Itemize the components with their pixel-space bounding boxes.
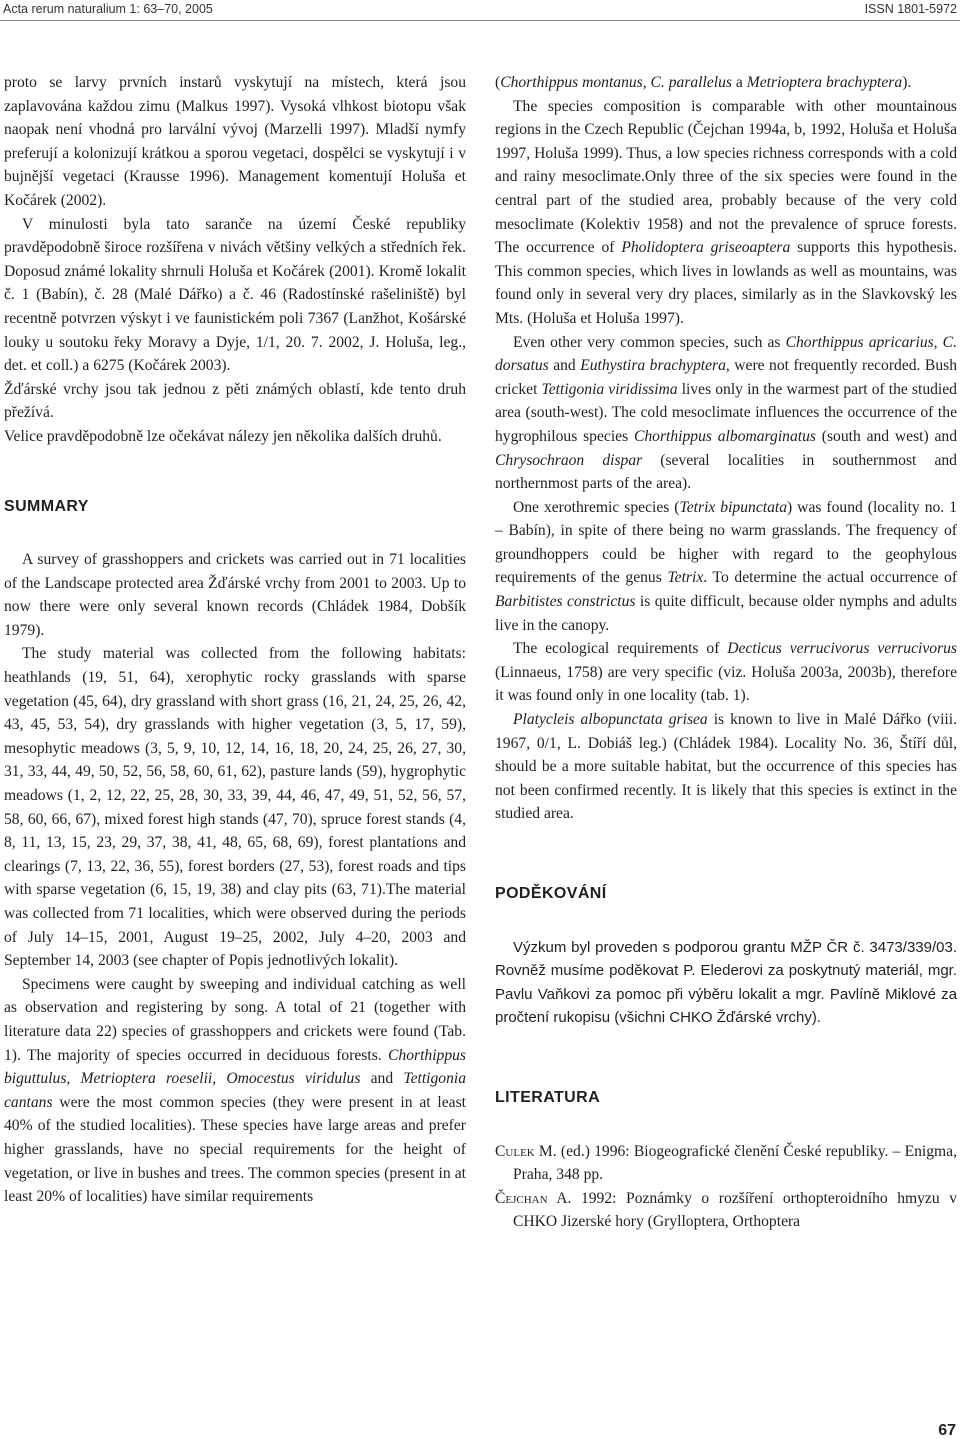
- species-name: Chorthippus biguttulus, Metrioptera roeselii, Omocestus viridulus: [4, 1046, 466, 1088]
- paragraph: V minulosti byla tato saranče na území České republiky pravděpodobně široce rozšířena v nivách většiny velkých a středních řek. Doposud známé lokality shrnuli Holuša et Kočárek (2001). Kromě lokalit č. 1 (Babín), č. 28 (Malé Dářko) a č. 46 (Radostínské rašeliniště) byl recentně potvrzen výskyt i ve faunistickém poli 7367 (Lanžhot, Košárské louky u soutoku řeky Moravy a Dyje, 1/1, 20. 7. 2002, J. Holuša, leg., det. et coll.) a 6275 (Kočárek 2003).: [4, 215, 466, 375]
- section-heading-literatura: LITERATURA: [495, 1088, 601, 1106]
- journal-citation: Acta rerum naturalium 1: 63–70, 2005: [3, 2, 213, 16]
- section-heading-summary: SUMMARY: [4, 497, 89, 515]
- paragraph: [4, 973, 466, 1209]
- species-name: Tettigonia cantans: [4, 1070, 467, 1111]
- text: (several localities in southernmost and northernmost parts of the area).: [495, 451, 957, 493]
- header-rule: [0, 20, 960, 21]
- text: ) was found (locality no. 1 – Babín), in spite of there being no warm grasslands. The frequency of groundhoppers could be higher with regard to the geophylous requirements of the genus: [495, 498, 957, 587]
- species-name: Chorthippus montanus, C. parallelus: [500, 74, 732, 91]
- paragraph: The study material was collected from the following habitats: heathlands (19, 51, 64), xerophytic rocky grasslands with sparse vegetation (45, 64), dry grassland with short grass (16, 21, 24, 25, 26, 42, 43, 45, 53, 54), dry grasslands with higher vegetation (3, 5, 17, 59), mesophytic meadows (3, 5, 9, 10, 12, 14, 16, 18, 20, 24, 25, 26, 27, 30, 31, 33, 44, 49, 50, 52, 56, 58, 60, 61, 62), pasture lands (59), hygrophytic meadows (1, 2, 12, 22, 25, 28, 30, 33, 39, 44, 46, 47, 49, 51, 52, 56, 57, 58, 60, 66, 67), mixed forest high stands (47, 70), spruce forest stands (4, 8, 11, 13, 15, 23, 29, 37, 38, 41, 48, 65, 68, 69), forest plantations and clearings (7, 13, 22, 36, 55), forest borders (27, 53), forest roads and tips with sparse vegetation (6, 15, 19, 38) and clay pits (63, 71).The material was collected from 71 localities, which were observed during the periods of July 14–15, 2001, August 19–25, 2002, July 4–20, 2003 and September 14, 2003 (see chapter of Popis jednotlivých lokalit).: [4, 645, 466, 970]
- species-name: Platycleis albopunctata grisea: [513, 711, 708, 729]
- paragraph: A survey of grasshoppers and crickets was carried out in 71 localities of the Landscape protected area Žďárské vrchy from 2001 to 2003. Up to now there were only several known records (Chládek 1984, Dobšík 1979).: [4, 551, 466, 639]
- left-column: [4, 71, 466, 1209]
- text: were the most common species (they were present in at least 40% of the studied localities). These species have large areas and prefer higher grasslands, have no special requirements for the height of vegetation, or live in bushes and trees. The common species (present in at least 20% of localities) have similar requirements: [4, 1093, 466, 1206]
- text: The ecological requirements of: [513, 640, 728, 658]
- reference: [495, 1140, 957, 1187]
- paragraph: [495, 331, 957, 496]
- text: and: [360, 1070, 404, 1088]
- section-heading-podekovani: PODĚKOVÁNÍ: [495, 885, 607, 902]
- paragraph: [495, 708, 957, 826]
- species-name: Tetrix: [667, 569, 704, 587]
- text: Specimens were caught by sweeping and individual catching as well as observation and registering by song. A total of 21 (together with literature data 22) species of grasshoppers and crickets were found (Tab. 1). The majority of species occurred in deciduous forests.: [4, 975, 466, 1064]
- text: ).: [902, 74, 912, 91]
- text: . To determine the actual occurrence of: [703, 569, 958, 587]
- species-name: Barbitistes constrictus: [495, 593, 636, 611]
- text: a: [731, 74, 747, 91]
- text: were not frequently recorded. Bush cricket: [495, 357, 957, 398]
- running-header: [0, 0, 960, 22]
- paragraph: Výzkum byl proveden s podporou grantu MŽP ČR č. 3473/339/03. Rovněž musíme poděkovat P. Elederovi za poskytnutý materiál, mgr. Pavlu Vaňkovi za pomoc při výběru lokalit a mgr. Pavlíně Miklové za pročtení rukopisu (všichni CHKO Žďárské vrchy).: [495, 938, 957, 1027]
- text: The species composition is comparable with other mountainous regions in the Czech Republic (Čejchan 1994a, b, 1992, Holuša et Holuša 1997, Holuša 1999). Thus, a low species richness corresponds with a cold and rainy mesoclimate.Only three of the six species were found in the central part of the studied area, probably because of the very cold mesoclimate (Kolektiv 1958) and not the prevalence of spruce forests. The occurrence of: [495, 97, 957, 257]
- text: One xerothremic species (: [513, 498, 680, 516]
- right-column: [495, 71, 957, 1234]
- text: is quite difficult, because older nymphs and adults live in the canopy.: [495, 593, 957, 634]
- page-number: 67: [938, 1422, 956, 1439]
- paragraph: [495, 496, 957, 638]
- text: is known to live in Malé Dářko (viii. 1967, 0/1, L. Dobiáš leg.) (Chládek 1984). Locality No. 36, Štíří důl, should be a more suitable habitat, but the occurrence of this species has not been confirmed recently. It is likely that this species is extinct in the studied area.: [495, 711, 957, 823]
- text: (south and west) and: [815, 427, 958, 445]
- reference-author: Čejchan A.: [495, 1189, 572, 1207]
- paragraph: Žďárské vrchy jsou tak jednou z pěti známých oblastí, kde tento druh přežívá.: [4, 380, 466, 422]
- paragraph: Velice pravděpodobně lze očekávat nálezy jen několika dalších druhů.: [4, 427, 442, 445]
- text: supports this hypothesis. This common species, which lives in lowlands as well as mountains, was found only in several very dry places, similarly as in the Slavkovský les Mts. (Holuša et Holuša 1997).: [495, 239, 957, 327]
- paragraph: proto se larvy prvních instarů vyskytují na místech, která jsou zaplavována každou zimu (Malkus 1997). Vysoká vlhkost biotopu však naopak není vhodná pro larvální vývoj (Marzelli 1997). Mladší nymfy preferují a kolonizují krátkou a sporou vegetaci, dospělci se vyskytují i v bujnější vegetaci (Krausse 1996). Management komentují Holuša et Kočárek (2002).: [4, 74, 466, 209]
- species-name: Metrioptera brachyptera: [746, 74, 903, 91]
- paragraph: [495, 71, 957, 95]
- text: (: [495, 74, 501, 91]
- paragraph: [495, 95, 957, 331]
- species-name: Tetrix bipunctata: [679, 498, 787, 516]
- species-name: Chrysochraon dispar: [495, 451, 643, 469]
- reference: [495, 1187, 957, 1234]
- issn: ISSN 1801-5972: [864, 2, 957, 16]
- text: (Linnaeus, 1758) are very specific (viz. Holuša 2003a, 2003b), therefore it was found only in one locality (tab. 1).: [495, 663, 957, 705]
- reference-text: (ed.) 1996: Biogeografické členění České republiky. – Enigma, Praha, 348 pp.: [513, 1142, 957, 1184]
- paragraph: [495, 637, 957, 708]
- text: Even other very common species, such as: [513, 333, 786, 351]
- reference-author: Culek M.: [495, 1142, 557, 1160]
- species-name: Chorthippus albomarginatus: [633, 427, 816, 445]
- species-name: Tettigonia viridissima: [541, 380, 678, 398]
- text: lives only in the warmest part of the studied area (south-west). The cold mesoclimate influences the occurrence of the hygrophilous species: [495, 380, 957, 445]
- species-name: Euthystira brachyptera,: [580, 357, 730, 375]
- species-name: Decticus verrucivorus verrucivorus: [727, 640, 958, 658]
- species-name: Pholidoptera griseoaptera: [621, 239, 791, 257]
- species-name: Chorthippus apricarius, C. dorsatus: [495, 333, 957, 375]
- text: and: [548, 357, 581, 375]
- reference-text: 1992: Poznámky o rozšíření orthopteroidního hmyzu v CHKO Jizerské hory (Grylloptera, Orthoptera: [513, 1189, 957, 1231]
